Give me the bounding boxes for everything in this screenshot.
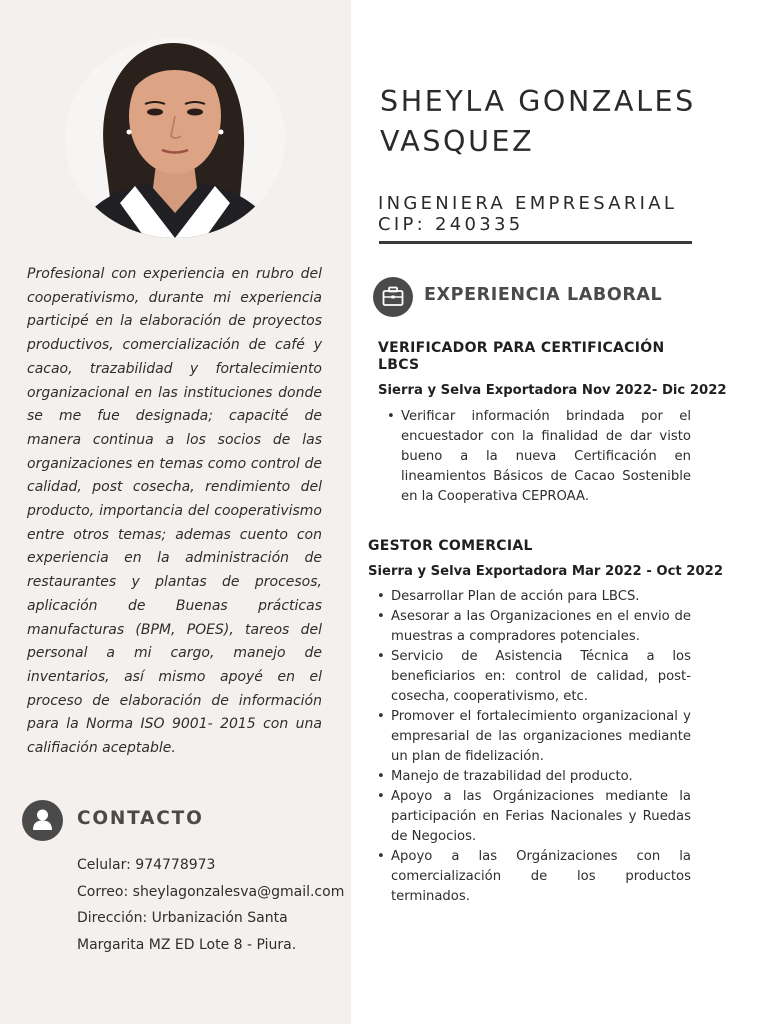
divider-line [379,241,692,244]
job-company: Sierra y Selva Exportadora Nov 2022- Dic 2022 [378,383,727,398]
briefcase-icon [373,277,413,317]
role-line-1: INGENIERA EMPRESARIAL [378,193,678,214]
contact-heading: CONTACTO [77,808,204,829]
contact-address-line2: Margarita MZ ED Lote 8 - Piura. [77,937,297,953]
person-icon [22,800,63,841]
contact-address-line1: Dirección: Urbanización Santa [77,910,288,926]
list-item: • Apoyo a las Orgánizaciones mediante la participación en Ferias Nacionales y Ruedas de Negocios. [368,787,691,847]
job-title-line-1: GESTOR COMERCIAL [368,538,533,554]
job-title-line-1: VERIFICADOR PARA CERTIFICACIÓN [378,340,665,356]
list-item: • Manejo de trazabilidad del producto. [368,767,691,787]
list-item: • Servicio de Asistencia Técnica a los beneficiarios en: control de calidad, post-cosecha, cooperativismo, etc. [368,647,691,707]
job-title-line-2: LBCS [378,357,420,373]
job-duties-list [368,587,691,907]
list-item: • Apoyo a las Orgánizaciones con la comercialización de los productos terminados. [368,847,691,907]
list-item: • Verificar información brindada por el encuestador con la finalidad de dar visto bueno a la nueva Certificación en lineamientos Básicos de Cacao Sostenible en la Cooperativa CEPROAA. [378,407,691,507]
list-item: • Desarrollar Plan de acción para LBCS. [368,587,691,607]
name-line-1: SHEYLA GONZALES [380,85,696,118]
job-title [368,538,688,555]
job-role [378,193,677,235]
contact-phone: Celular: 974778973 [77,857,216,873]
job-duties-list [378,407,691,507]
person-name [380,82,696,162]
name-line-2: VASQUEZ [380,125,535,158]
job-title [378,340,688,374]
contact-email: Correo: sheylagonzalesva@gmail.com [77,884,345,900]
experience-heading: EXPERIENCIA LABORAL [424,285,663,305]
role-line-2: CIP: 240335 [378,214,524,235]
profile-summary: Profesional con experiencia en rubro del cooperativismo, durante mi experiencia participé en la elaboración de proyectos productivos, comercialización de café y cacao, trazabilidad y fortalecimiento organizacional en las instituciones donde se me fue designada; capacité de manera continua a los socios de las organizaciones en temas como control de calidad, post cosecha, rendimiento del producto, importancia del cooperativismo entre otros temas; ademas cuento con experiencia en la administración de restaurantes y plantas de procesos, aplicación de Buenas prácticas manufacturas (BPM, POES), tareos del personal a mi cargo, manejo de inventarios, así mismo apoyé en el proceso de elaboración de información para la Norma ISO 9001- 2015 con una califiación aceptable. [27,266,322,757]
job-company: Sierra y Selva Exportadora Mar 2022 - Oct 2022 [368,564,724,579]
list-item: • Asesorar a las Organizaciones en el envio de muestras a compradores potenciales. [368,607,691,647]
profile-photo [65,38,285,238]
list-item: • Promover el fortalecimiento organizacional y empresarial de las organizaciones mediante un plan de fidelización. [368,707,691,767]
